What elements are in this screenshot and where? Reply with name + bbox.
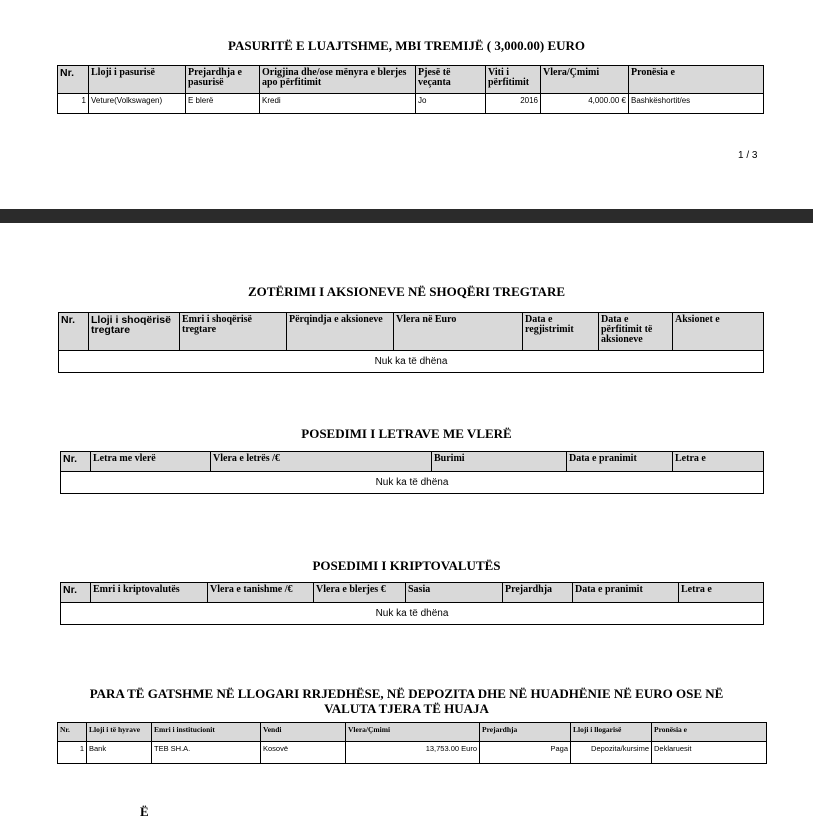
table-header-row: [61, 452, 764, 472]
header-company-type: Lloji i shoqërisë tregtare: [89, 313, 180, 351]
header-year-acquired: Viti i përfitimit: [486, 66, 541, 94]
header-acquisition-method: Origjina dhe/ose mënyra e blerjes apo përfitimit: [260, 66, 416, 94]
cell-special-parts: Jo: [416, 94, 486, 114]
header-crypto-name: Emri i kriptovalutës: [91, 583, 208, 603]
header-nr: Nr.: [58, 66, 89, 94]
table-header-row: [59, 313, 764, 351]
page-number: 1 / 3: [738, 150, 758, 161]
cell-asset-origin: E blerë: [186, 94, 260, 114]
header-security: Letra me vlerë: [91, 452, 211, 472]
header-shares-of: Aksionet e: [673, 313, 764, 351]
header-asset-origin: Prejardhja e pasurisë: [186, 66, 260, 94]
header-nr: Nr.: [61, 452, 91, 472]
cell-account-type: Depozita/kursime: [571, 742, 652, 764]
table-row: [59, 351, 764, 373]
header-current-value: Vlera e tanishme /€: [208, 583, 314, 603]
header-security-of: Letra e: [673, 452, 764, 472]
header-institution: Emri i institucionit: [152, 723, 261, 742]
cell-acquisition-method: Kredi: [260, 94, 416, 114]
section-title-shares: ZOTËRIMI I AKSIONEVE NË SHOQËRI TREGTARE: [247, 284, 565, 299]
no-data-message: Nuk ka të dhëna: [61, 472, 764, 494]
cell-country: Kosovë: [261, 742, 346, 764]
table-header-row: [61, 583, 764, 603]
table-header-row: [58, 66, 764, 94]
header-value-price: Vlera/Çmimi: [541, 66, 629, 94]
header-asset-type: Lloji i pasurisë: [89, 66, 186, 94]
cell-year-acquired: 2016: [486, 94, 541, 114]
no-data-message: Nuk ka të dhëna: [61, 603, 764, 625]
header-company-name: Emri i shoqërisë tregtare: [180, 313, 287, 351]
header-origin: Prejardhja: [503, 583, 573, 603]
header-nr: Nr.: [61, 583, 91, 603]
header-acquisition-date: Data e përfitimit të aksioneve: [599, 313, 673, 351]
header-special-parts: Pjesë të veçanta: [416, 66, 486, 94]
crypto-table: [60, 582, 764, 625]
cell-nr: 1: [58, 94, 89, 114]
section-title-securities: POSEDIMI I LETRAVE ME VLERË: [301, 426, 512, 441]
header-income-type: Lloji i të hyrave: [87, 723, 152, 742]
movable-assets-table: [57, 65, 764, 114]
table-row: [58, 742, 767, 764]
header-origin: Prejardhja: [480, 723, 571, 742]
header-value-price: Vlera/Çmimi: [346, 723, 480, 742]
no-data-message: Nuk ka të dhëna: [59, 351, 764, 373]
header-nr: Nr.: [58, 723, 87, 742]
shares-table: [58, 312, 764, 373]
cell-ownership: Deklaruesit: [652, 742, 767, 764]
cash-accounts-table: [57, 722, 767, 764]
cell-ownership: Bashkëshortit/es: [629, 94, 764, 114]
table-row: [58, 94, 764, 114]
header-crypto-of: Letra e: [679, 583, 764, 603]
cell-income-type: Bank: [87, 742, 152, 764]
table-header-row: [58, 723, 767, 742]
securities-table: [60, 451, 764, 494]
cell-institution: TEB SH.A.: [152, 742, 261, 764]
cell-asset-type: Veture(Volkswagen): [89, 94, 186, 114]
header-ownership: Pronësia e: [629, 66, 764, 94]
header-receipt-date: Data e pranimit: [567, 452, 673, 472]
header-ownership: Pronësia e: [652, 723, 767, 742]
cell-value-price: 13,753.00 Euro: [346, 742, 480, 764]
header-registration-date: Data e regjistrimit: [523, 313, 599, 351]
header-security-value: Vlera e letrës /€: [211, 452, 432, 472]
header-quantity: Sasia: [406, 583, 503, 603]
header-value-euro: Vlera në Euro: [394, 313, 523, 351]
table-row: [61, 603, 764, 625]
header-account-type: Lloji i llogarisë: [571, 723, 652, 742]
cell-nr: 1: [58, 742, 87, 764]
cell-value-price: 4,000.00 €: [541, 94, 629, 114]
section-title-cash-accounts: PARA TË GATSHME NË LLOGARI RRJEDHËSE, NË DEPOZITA DHE NË HUADHËNIE NË EURO OSE NË: [89, 686, 724, 701]
header-receipt-date: Data e pranimit: [573, 583, 679, 603]
header-purchase-value: Vlera e blerjes €: [314, 583, 406, 603]
header-nr: Nr.: [59, 313, 89, 351]
header-source: Burimi: [432, 452, 567, 472]
cell-origin: Paga: [480, 742, 571, 764]
header-country: Vendi: [261, 723, 346, 742]
table-row: [61, 472, 764, 494]
section-title-cash-accounts-line2: VALUTA TJERA TË HUAJA: [324, 701, 489, 716]
next-section-title-fragment: Ë: [140, 804, 149, 819]
page-separator: [0, 209, 813, 223]
section-title-movable-assets: PASURITË E LUAJTSHME, MBI TREMIJË ( 3,000.00) EURO: [227, 38, 586, 53]
header-share-percentage: Përqindja e aksioneve: [287, 313, 394, 351]
section-title-crypto: POSEDIMI I KRIPTOVALUTËS: [312, 558, 501, 573]
